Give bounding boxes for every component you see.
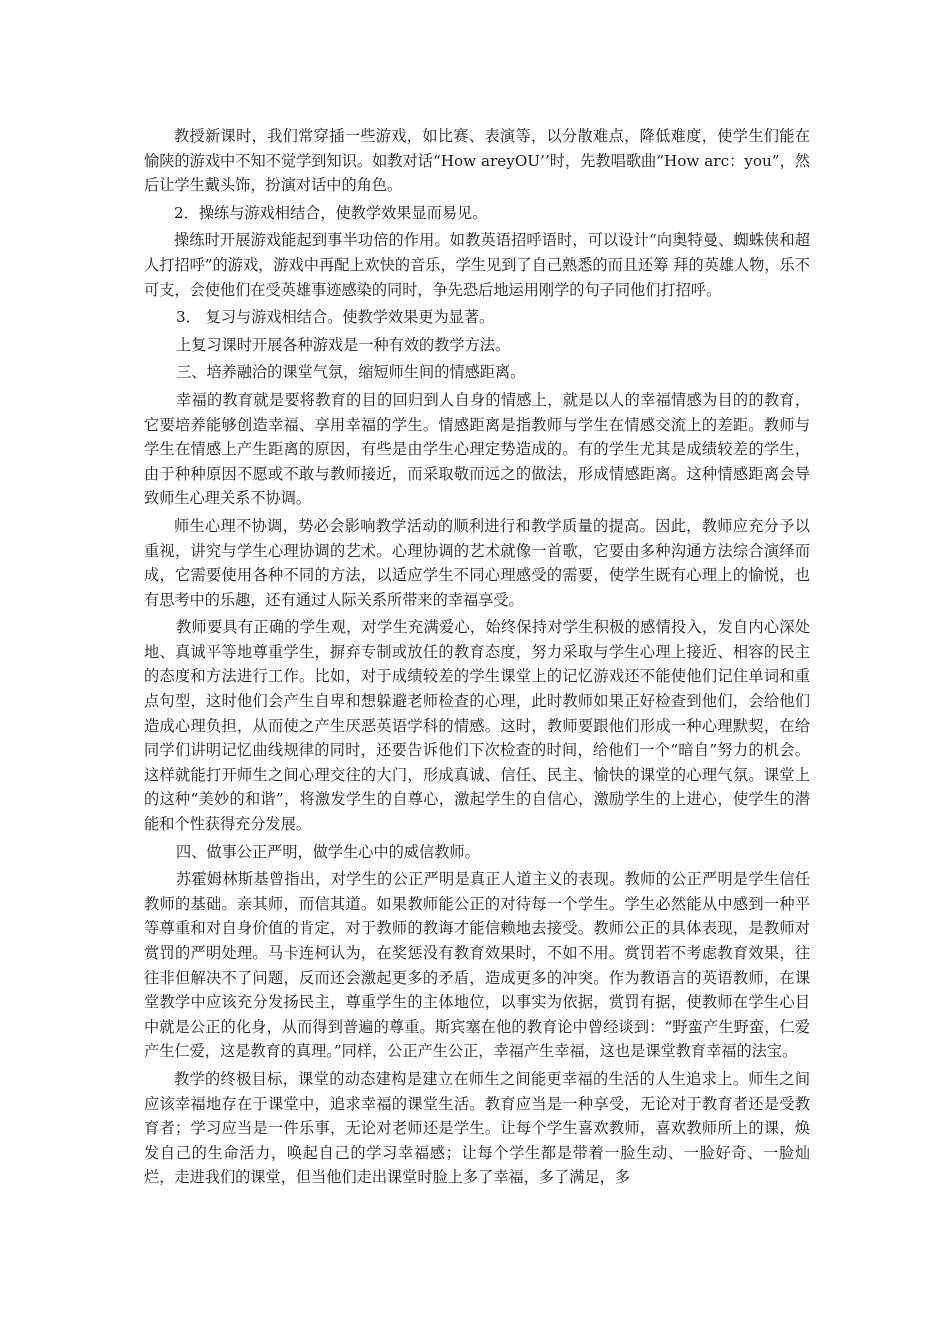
paragraph-emotional-distance: 幸福的教育就是要将教育的目的回归到人自身的情感上，就是以人的幸福情感为目的的教育，它要培养能够创造幸福、享用幸福的学生。情感距离是指教师与学生在情感交流上的差距。教师与学生在情感上产生距离的原因，有些是由学生心理定势造成的。有的学生尤其是成绩较差的学生，由于种种原因不愿或不敢与教师接近，而采取敬而远之的做法，形成情感距离。这种情感距离会导致师生心理关系不协调。 bbox=[144, 390, 810, 508]
heading-practice-games: 2．操练与游戏相结合，使教学效果显而易见。 bbox=[174, 203, 488, 222]
paragraph-ultimate-goal: 教学的终极目标，课堂的动态建构是建立在师生之间能更幸福的生活的人生追求上。师生之间应该幸福地存在于课堂中，追求幸福的课堂生活。教育应当是一种享受，无论对于教育者还是受教育者；学习应当是一件乐事，无论对老师还是学生。让每个学生喜欢教师，喜欢教师所上的课，焕发自己的生命活力，唤起自己的学习幸福感；让每个学生都是带着一脸生动、一脸好奇、一脸灿烂，走进我们的课堂，但当他们走出课堂时脸上多了幸福，多了满足，多 bbox=[144, 1069, 810, 1187]
heading-section-three: 三、培养融洽的课堂气氛，缩短师生间的情感距离。 bbox=[176, 363, 526, 382]
paragraph-intro-games: 教授新课时，我们常穿插一些游戏，如比赛、表演等，以分散难点，降低难度，使学生们能在愉陕的游戏中不知不觉学到知识。如教对话“How areyOU’’时，先教唱歌曲“How arc：you”，然后让学生戴头饰，扮演对话中的角色。 bbox=[144, 127, 810, 195]
heading-review-games: 3． 复习与游戏相结合。使教学效果更为显著。 bbox=[176, 308, 495, 327]
heading-section-four: 四、做事公正严明，做学生心中的威信教师。 bbox=[176, 842, 480, 861]
paragraph-practice-games: 操练时开展游戏能起到事半功倍的作用。如教英语招呼语时，可以设计“向奥特曼、蜘蛛侠和超人打招呼”的游戏，游戏中再配上欢快的音乐，学生见到了自己熟悉的而且还筹 拜的英雄人物，乐不可支，会使他们在受英雄事迹感染的同时，争先恐后地运用刚学的句子同他们打招呼。 bbox=[144, 231, 810, 299]
paragraph-student-view: 教师要具有正确的学生观，对学生充满爱心，始终保持对学生积极的感情投入，发自内心深处地、真诚平等地尊重学生，摒弃专制或放任的教育态度，努力采取与学生心理上接近、相容的民主的态度和方法进行工作。比如，对于成绩较差的学生课堂上的记忆游戏还不能使他们记住单词和重点句型，这时他们会产生自卑和想躲避老师检查的心理，此时教师如果正好检查到他们，会给他们造成心理负担，从而使之产生厌恶英语学科的情感。这时，教师要跟他们形成一种心理默契，在给同学们讲明记忆曲线规律的同时，还要告诉他们下次检查的时间，给他们一个“暗自”努力的机会。这样就能打开师生之间心理交往的大门，形成真诚、信任、民主、愉快的课堂的心理气氛。课堂上的这种“美妙的和谐”，将激发学生的自尊心，激起学生的自信心，激励学生的上进心，使学生的潜能和个性获得充分发展。 bbox=[144, 618, 810, 834]
paragraph-psychological-harmony: 师生心理不协调，势必会影响教学活动的顺利进行和教学质量的提高。因此，教师应充分予以重视，讲究与学生心理协调的艺术。心理协调的艺术就像一首歌，它要由多种沟通方法综合演绎而成，它需要使用各种不同的方法，以适应学生不同心理感受的需要，使学生既有心理上的愉悦，也有思考中的乐趣，还有通过人际关系所带来的幸福享受。 bbox=[144, 516, 810, 609]
document-body bbox=[144, 124, 810, 1190]
paragraph-review-games: 上复习课时开展各种游戏是一种有效的教学方法。 bbox=[176, 335, 511, 354]
paragraph-fairness: 苏霍姆林斯基曾指出，对学生的公正严明是真正人道主义的表现。教师的公正严明是学生信任教师的基础。亲其师，而信其道。如果教师能公正的对待每一个学生。学生必然能从中感到一种平等尊重和对自身价值的肯定，对于教师的教诲才能信赖地去接受。教师公正的具体表现，是教师对赏罚的严明处理。马卡连柯认为，在奖惩没有教育效果时，不如不用。赏罚若不考虑教育效果，往往非但解决不了问题，反而还会激起更多的矛盾，造成更多的冲突。作为教语言的英语教师，在课堂教学中应该充分发扬民主，尊重学生的主体地位，以事实为依据，赏罚有据，使教师在学生心目中就是公正的化身，从而得到普遍的尊重。斯宾塞在他的教育论中曾经谈到：“野蛮产生野蛮，仁爱产生仁爱，这是教育的真理。”同样，公正产生公正，幸福产生幸福，这也是课堂教育幸福的法宝。 bbox=[144, 870, 810, 1061]
